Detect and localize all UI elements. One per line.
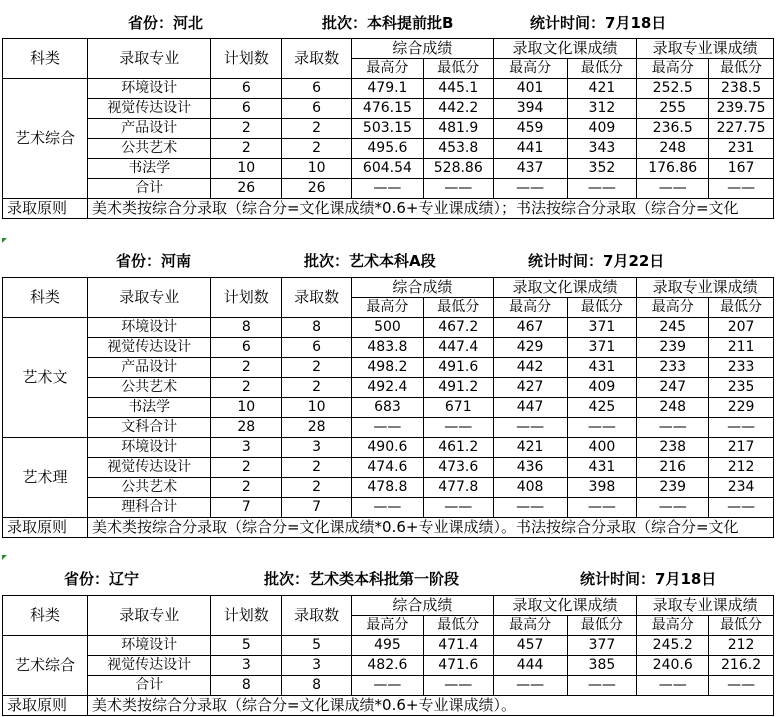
value-cell: 247 [637,378,709,398]
value-cell: 8 [211,318,282,338]
col-min: 最低分 [423,59,493,79]
value-cell: 6 [282,99,352,119]
value-cell: 352 [567,159,637,179]
value-cell: 7 [211,498,282,518]
table-row [3,636,774,656]
value-cell: —— [567,418,637,438]
time-label: 统计时间：7月18日 [530,14,667,32]
time-label: 统计时间：7月18日 [580,570,717,588]
value-cell: 408 [493,478,567,498]
rule-label: 录取原则 [3,199,88,219]
col-major: 录取专业 [87,596,210,636]
col-max: 最高分 [352,59,424,79]
table-row [3,159,774,179]
group-culture: 录取文化课成绩 [493,278,637,298]
value-cell: 481.9 [423,119,493,139]
table-row [3,139,774,159]
batch-label: 批次：艺术本科A段 [304,252,436,270]
value-cell: 2 [211,378,282,398]
value-cell: —— [637,418,709,438]
major-cell: 环境设计 [87,318,210,338]
value-cell: 377 [567,636,637,656]
value-cell: 238 [637,438,709,458]
col-plan: 计划数 [211,596,282,636]
value-cell: 252.5 [637,79,709,99]
col-major: 录取专业 [87,278,210,318]
value-cell: 28 [282,418,352,438]
value-cell: 236.5 [637,119,709,139]
value-cell: —— [423,676,493,696]
value-cell: 255 [637,99,709,119]
value-cell: 8 [282,676,352,696]
value-cell: 3 [211,656,282,676]
value-cell: 233 [709,358,774,378]
value-cell: 491.6 [423,358,493,378]
value-cell: 467 [493,318,567,338]
value-cell: 444 [493,656,567,676]
value-cell: 476.15 [352,99,424,119]
value-cell: —— [493,179,567,199]
category-cell: 艺术综合 [3,79,88,199]
value-cell: —— [567,498,637,518]
major-cell: 理科合计 [87,498,210,518]
table-row [3,656,774,676]
value-cell: 248 [637,398,709,418]
time-label: 统计时间：7月22日 [528,252,665,270]
major-cell: 合计 [87,676,210,696]
value-cell: 10 [282,159,352,179]
value-cell: 482.6 [352,656,424,676]
major-cell: 产品设计 [87,119,210,139]
value-cell: 2 [282,478,352,498]
value-cell: 227.75 [709,119,774,139]
value-cell: 401 [493,79,567,99]
batch-label: 批次：本科提前批B [322,14,454,32]
table-row [3,498,774,518]
category-cell: 艺术综合 [3,636,88,696]
table-row [3,79,774,99]
value-cell: 10 [211,398,282,418]
value-cell: 10 [211,159,282,179]
value-cell: 394 [493,99,567,119]
value-cell: 495 [352,636,424,656]
value-cell: 6 [211,338,282,358]
major-cell: 环境设计 [87,438,210,458]
value-cell: 176.86 [637,159,709,179]
major-cell: 视觉传达设计 [87,656,210,676]
value-cell: 421 [493,438,567,458]
value-cell: 239 [637,338,709,358]
col-category: 科类 [3,596,88,636]
value-cell: —— [493,498,567,518]
group-total: 综合成绩 [352,596,494,616]
value-cell: 234 [709,478,774,498]
col-min: 最低分 [709,616,774,636]
value-cell: 447.4 [423,338,493,358]
col-min: 最低分 [423,298,493,318]
group-prof: 录取专业课成绩 [637,39,774,59]
value-cell: —— [493,418,567,438]
value-cell: 233 [637,358,709,378]
value-cell: 453.8 [423,139,493,159]
col-min: 最低分 [709,59,774,79]
table-row [3,179,774,199]
major-cell: 公共艺术 [87,478,210,498]
value-cell: 212 [709,458,774,478]
category-cell: 艺术文 [3,318,88,438]
value-cell: 671 [423,398,493,418]
value-cell: 211 [709,338,774,358]
col-min: 最低分 [567,616,637,636]
major-cell: 环境设计 [87,636,210,656]
value-cell: 528.86 [423,159,493,179]
table-row [3,119,774,139]
value-cell: 167 [709,159,774,179]
batch-label: 批次：艺术类本科批第一阶段 [264,570,460,588]
col-category: 科类 [3,39,88,79]
value-cell: 461.2 [423,438,493,458]
col-admitted: 录取数 [282,596,352,636]
group-prof: 录取专业课成绩 [637,596,774,616]
value-cell: 231 [709,139,774,159]
value-cell: —— [637,498,709,518]
value-cell: 6 [211,79,282,99]
col-plan: 计划数 [211,278,282,318]
value-cell: 490.6 [352,438,424,458]
value-cell: 245.2 [637,636,709,656]
value-cell: 371 [567,338,637,358]
value-cell: —— [352,418,424,438]
value-cell: 436 [493,458,567,478]
category-cell: 艺术理 [3,438,88,518]
value-cell: 26 [211,179,282,199]
value-cell: 604.54 [352,159,424,179]
major-cell: 合计 [87,179,210,199]
henan-table [2,277,774,538]
value-cell: 240.6 [637,656,709,676]
value-cell: —— [423,498,493,518]
value-cell: 477.8 [423,478,493,498]
table-row [3,458,774,478]
value-cell: 3 [282,438,352,458]
cell-marker-icon [2,555,7,560]
value-cell: 431 [567,458,637,478]
value-cell: 441 [493,139,567,159]
group-culture: 录取文化课成绩 [493,39,637,59]
value-cell: 238.5 [709,79,774,99]
value-cell: 2 [282,378,352,398]
major-cell: 视觉传达设计 [87,99,210,119]
col-min: 最低分 [709,298,774,318]
value-cell: 503.15 [352,119,424,139]
value-cell: —— [709,498,774,518]
col-max: 最高分 [493,59,567,79]
value-cell: 371 [567,318,637,338]
col-admitted: 录取数 [282,39,352,79]
col-major: 录取专业 [87,39,210,79]
table-row [3,478,774,498]
col-min: 最低分 [567,59,637,79]
value-cell: 3 [211,438,282,458]
major-cell: 环境设计 [87,79,210,99]
value-cell: 445.1 [423,79,493,99]
value-cell: 500 [352,318,424,338]
value-cell: 442.2 [423,99,493,119]
value-cell: 400 [567,438,637,458]
col-min: 最低分 [423,616,493,636]
value-cell: 479.1 [352,79,424,99]
value-cell: 457 [493,636,567,656]
major-cell: 书法学 [87,398,210,418]
value-cell: —— [352,179,424,199]
value-cell: 26 [282,179,352,199]
value-cell: 212 [709,636,774,656]
value-cell: 471.4 [423,636,493,656]
group-culture: 录取文化课成绩 [493,596,637,616]
value-cell: 474.6 [352,458,424,478]
group-total: 综合成绩 [352,39,494,59]
table-row [3,676,774,696]
table-row [3,418,774,438]
major-cell: 公共艺术 [87,139,210,159]
value-cell: 478.8 [352,478,424,498]
value-cell: 429 [493,338,567,358]
value-cell: —— [423,418,493,438]
value-cell: 235 [709,378,774,398]
cell-marker-icon [2,238,7,243]
value-cell: 425 [567,398,637,418]
value-cell: 2 [211,478,282,498]
col-admitted: 录取数 [282,278,352,318]
table-row [3,378,774,398]
col-max: 最高分 [352,298,424,318]
major-cell: 书法学 [87,159,210,179]
value-cell: 8 [282,318,352,338]
rule-label: 录取原则 [3,518,88,538]
table-row [3,338,774,358]
value-cell: 495.6 [352,139,424,159]
value-cell: 409 [567,119,637,139]
value-cell: 216 [637,458,709,478]
value-cell: 28 [211,418,282,438]
value-cell: 491.2 [423,378,493,398]
value-cell: 2 [211,458,282,478]
value-cell: 2 [211,119,282,139]
value-cell: 6 [282,79,352,99]
col-plan: 计划数 [211,39,282,79]
value-cell: 248 [637,139,709,159]
value-cell: 473.6 [423,458,493,478]
value-cell: 343 [567,139,637,159]
value-cell: —— [493,676,567,696]
value-cell: 437 [493,159,567,179]
major-cell: 文科合计 [87,418,210,438]
province-label: 省份：河南 [116,252,192,270]
value-cell: —— [352,498,424,518]
col-max: 最高分 [637,59,709,79]
value-cell: 483.8 [352,338,424,358]
value-cell: 10 [282,398,352,418]
value-cell: 467.2 [423,318,493,338]
group-prof: 录取专业课成绩 [637,278,774,298]
value-cell: 459 [493,119,567,139]
major-cell: 公共艺术 [87,378,210,398]
value-cell: 421 [567,79,637,99]
col-max: 最高分 [493,616,567,636]
liaoning-table [2,595,774,716]
value-cell: 217 [709,438,774,458]
value-cell: 2 [211,139,282,159]
value-cell: —— [709,418,774,438]
value-cell: 498.2 [352,358,424,378]
col-max: 最高分 [352,616,424,636]
value-cell: 2 [282,358,352,378]
col-category: 科类 [3,278,88,318]
hebei-table [2,38,774,219]
value-cell: 6 [282,338,352,358]
value-cell: —— [567,676,637,696]
group-total: 综合成绩 [352,278,494,298]
table-row [3,438,774,458]
value-cell: 398 [567,478,637,498]
value-cell: 427 [493,378,567,398]
major-cell: 产品设计 [87,358,210,378]
value-cell: 2 [282,458,352,478]
col-max: 最高分 [637,298,709,318]
rule-label: 录取原则 [3,696,88,716]
major-cell: 视觉传达设计 [87,338,210,358]
value-cell: 2 [282,139,352,159]
value-cell: —— [567,179,637,199]
value-cell: 245 [637,318,709,338]
value-cell: 471.6 [423,656,493,676]
value-cell: 409 [567,378,637,398]
table-row [3,358,774,378]
col-max: 最高分 [637,616,709,636]
value-cell: 229 [709,398,774,418]
value-cell: 385 [567,656,637,676]
value-cell: 5 [282,636,352,656]
value-cell: —— [637,676,709,696]
province-label: 省份：辽宁 [64,570,140,588]
value-cell: 683 [352,398,424,418]
value-cell: 239.75 [709,99,774,119]
table-row [3,318,774,338]
value-cell: 239 [637,478,709,498]
value-cell: 7 [282,498,352,518]
value-cell: —— [423,179,493,199]
value-cell: —— [637,179,709,199]
rule-text: 美术类按综合分录取（综合分=文化课成绩*0.6+专业课成绩）。 [87,696,773,716]
value-cell: 5 [211,636,282,656]
value-cell: 431 [567,358,637,378]
value-cell: 312 [567,99,637,119]
value-cell: —— [352,676,424,696]
value-cell: 207 [709,318,774,338]
value-cell: 6 [211,99,282,119]
col-min: 最低分 [567,298,637,318]
value-cell: —— [709,676,774,696]
value-cell: 8 [211,676,282,696]
value-cell: 492.4 [352,378,424,398]
value-cell: 447 [493,398,567,418]
value-cell: 3 [282,656,352,676]
province-label: 省份：河北 [128,14,204,32]
value-cell: 216.2 [709,656,774,676]
rule-text: 美术类按综合分录取（综合分=文化课成绩*0.6+专业课成绩）。书法按综合分录取（综合分=文化 [87,518,773,538]
value-cell: 2 [211,358,282,378]
col-max: 最高分 [493,298,567,318]
value-cell: 442 [493,358,567,378]
value-cell: 2 [282,119,352,139]
rule-text: 美术类按综合分录取（综合分=文化课成绩*0.6+专业课成绩）；书法按综合分录取（综合分=文化 [87,199,773,219]
table-row [3,99,774,119]
table-row [3,398,774,418]
major-cell: 视觉传达设计 [87,458,210,478]
value-cell: —— [709,179,774,199]
